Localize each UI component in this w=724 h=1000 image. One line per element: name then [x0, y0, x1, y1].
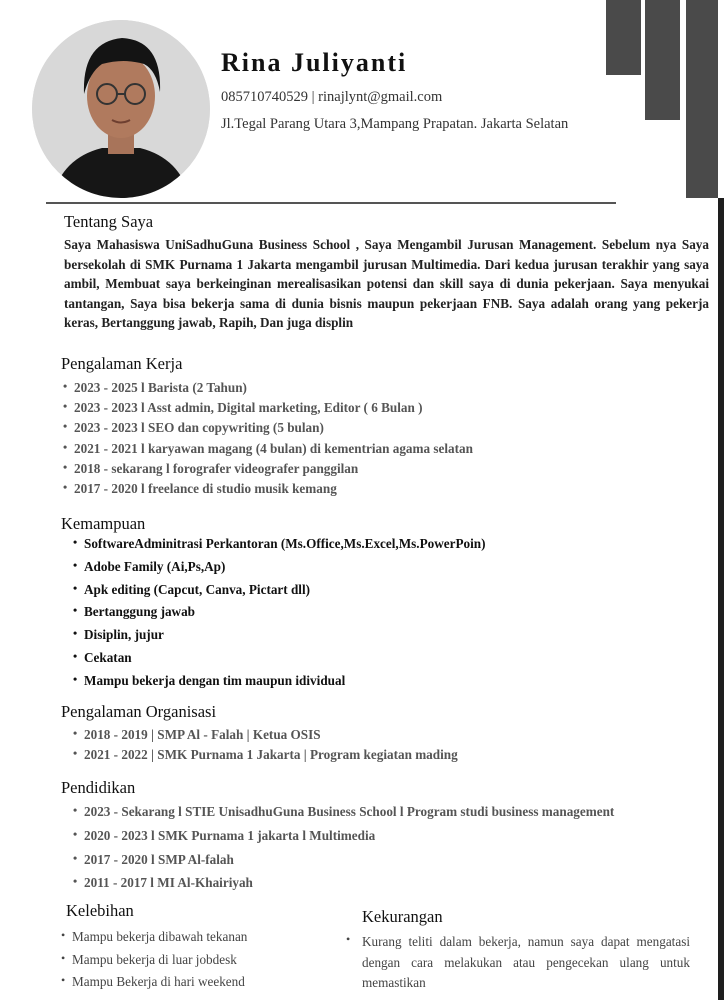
list-item: • Mampu bekerja di luar jobdesk: [72, 952, 247, 975]
organization-list: [84, 727, 458, 767]
about-text: Saya Mahasiswa UniSadhuGuna Business School , Saya Mengambil Jurusan Management. Sebelum nya Saya bersekolah di SMK Purnama 1 Jakarta mengambil jurusan Multimedia. Dari kedua jurusan terakhir yang saya ambil, Membuat saya berkeinginan merealisasikan potensi dan skill saya di dunia pekerjaan. Saya menyukai tantangan, Saya bisa bekerja sama di dunia bisnis maupun pekerjaan FNB. Saya adalah orang yang pekerja keras, Bertanggung jawab, Rapih, Dan juga displin: [64, 237, 709, 330]
strengths-heading: Kelebihan: [66, 901, 134, 920]
bullet-icon: •: [346, 932, 351, 946]
person-name: Rina Juliyanti: [221, 48, 408, 77]
profile-photo: [32, 20, 210, 198]
about-heading: Tentang Saya: [64, 212, 154, 231]
experience-list: [74, 380, 473, 501]
list-item: • Mampu bekerja dibawah tekanan: [72, 929, 247, 952]
skills-list: [84, 536, 486, 696]
weaknesses-text: Kurang teliti dalam bekerja, namun saya dapat mengatasi dengan cara melakukan atau pengecekan ulang untuk memastikan: [362, 934, 690, 990]
list-item: • SoftwareAdminitrasi Perkantoran (Ms.Office,Ms.Excel,Ms.PowerPoin): [84, 536, 486, 559]
list-item: • 2017 - 2020 l freelance di studio musik kemang: [74, 481, 473, 501]
list-item: • Mampu Bekerja di hari weekend: [72, 974, 247, 997]
page-edge: [718, 198, 724, 1000]
list-item: • 2018 - 2019 | SMP Al - Falah | Ketua OSIS: [84, 727, 458, 747]
weaknesses-heading: Kekurangan: [362, 907, 443, 926]
education-heading: Pendidikan: [61, 778, 136, 797]
address: Jl.Tegal Parang Utara 3,Mampang Prapatan. Jakarta Selatan: [221, 116, 569, 132]
list-item: • 2023 - 2023 l SEO dan copywriting (5 bulan): [74, 420, 473, 440]
list-item: • Adobe Family (Ai,Ps,Ap): [84, 559, 486, 582]
list-item: • Cekatan: [84, 650, 486, 673]
strengths-list: [72, 929, 247, 997]
list-item: • 2017 - 2020 l SMP Al-falah: [84, 852, 614, 876]
experience-heading: Pengalaman Kerja: [61, 354, 183, 373]
decor-bar-1: [606, 0, 641, 75]
education-list: [84, 804, 614, 899]
list-item: • 2018 - sekarang l forografer videografer panggilan: [74, 461, 473, 481]
list-item: • 2023 - 2023 l Asst admin, Digital marketing, Editor ( 6 Bulan ): [74, 400, 473, 420]
list-item: • 2023 - Sekarang l STIE UnisadhuGuna Business School l Program studi business management: [84, 804, 614, 828]
list-item: • 2020 - 2023 l SMK Purnama 1 jakarta l Multimedia: [84, 828, 614, 852]
list-item: • Bertanggung jawab: [84, 604, 486, 627]
list-item: • Disiplin, jujur: [84, 627, 486, 650]
organization-heading: Pengalaman Organisasi: [61, 702, 217, 721]
skills-heading: Kemampuan: [61, 514, 146, 533]
decor-bar-2: [645, 0, 680, 120]
decor-bar-3: [686, 0, 718, 198]
list-item: • 2021 - 2022 | SMK Purnama 1 Jakarta | Program kegiatan mading: [84, 747, 458, 767]
contact-info: 085710740529 | rinajlynt@gmail.com: [221, 89, 443, 105]
header-divider: [46, 202, 616, 204]
list-item: • 2011 - 2017 l MI Al-Khairiyah: [84, 875, 614, 899]
list-item: • 2023 - 2025 l Barista (2 Tahun): [74, 380, 473, 400]
list-item: • Mampu bekerja dengan tim maupun idividual: [84, 673, 486, 696]
list-item: • Apk editing (Capcut, Canva, Pictart dll): [84, 582, 486, 605]
list-item: • 2021 - 2021 l karyawan magang (4 bulan) di kementrian agama selatan: [74, 441, 473, 461]
